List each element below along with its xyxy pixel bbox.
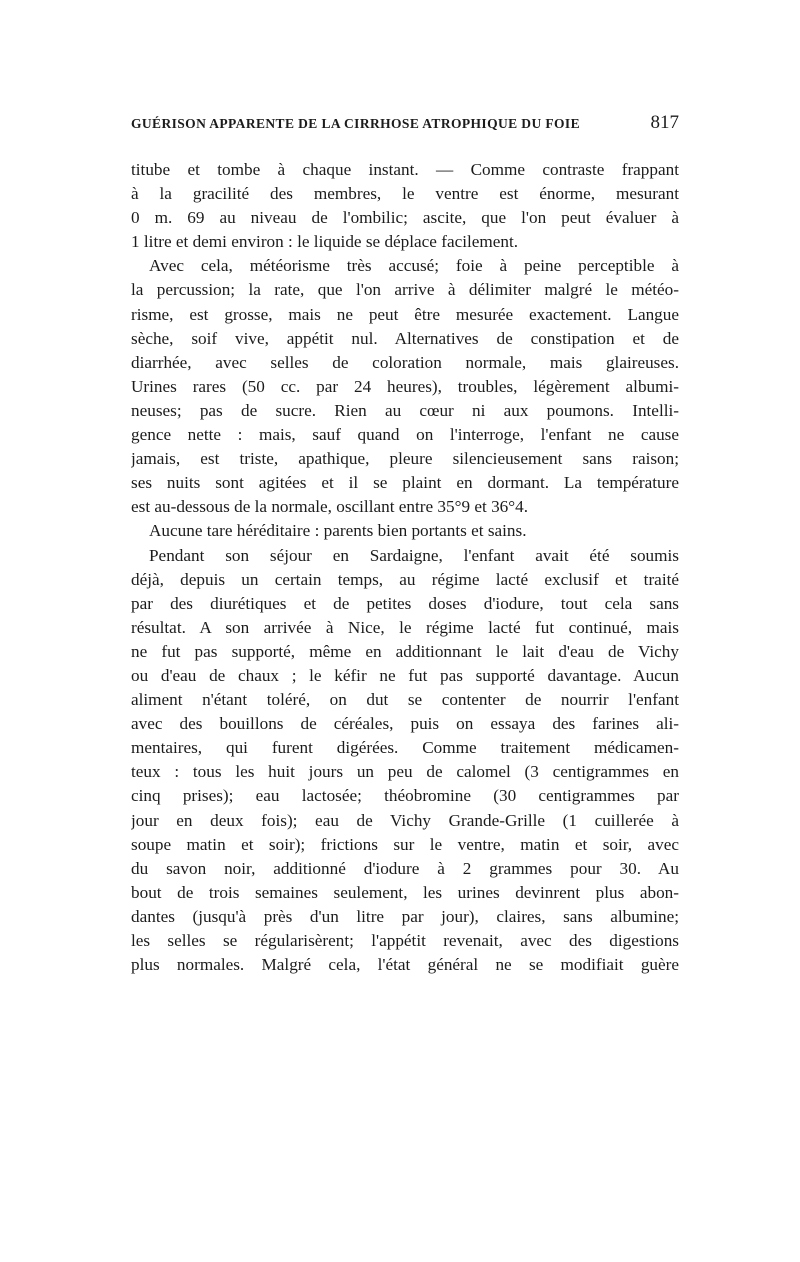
text-line: neuses; pas de sucre. Rien au cœur ni aux poumons. Intelli- [131, 400, 679, 420]
text-line: gence nette : mais, sauf quand on l'interroge, l'enfant ne cause [131, 425, 679, 445]
text-line: cinq prises); eau lactosée; théobromine (30 centigrammes par [131, 786, 679, 806]
text-line: bout de trois semaines seulement, les urines devinrent plus abon- [131, 882, 679, 902]
text-line: dantes (jusqu'à près d'un litre par jour), claires, sans albumine; [131, 906, 679, 926]
text-line: risme, est grosse, mais ne peut être mesurée exactement. Langue [131, 304, 679, 324]
text-line: plus normales. Malgré cela, l'état général ne se modifiait guère [131, 955, 679, 975]
paragraph [131, 254, 679, 519]
text-line: soupe matin et soir); frictions sur le ventre, matin et soir, avec [131, 834, 679, 854]
text-line: résultat. A son arrivée à Nice, le régime lacté fut continué, mais [131, 617, 679, 637]
text-line: Avec cela, météorisme très accusé; foie à peine perceptible à [149, 256, 679, 276]
text-line: Urines rares (50 cc. par 24 heures), troubles, légèrement albumi- [131, 376, 679, 396]
text-line: Pendant son séjour en Sardaigne, l'enfant avait été soumis [149, 545, 679, 565]
running-header [131, 112, 679, 148]
text-line: déjà, depuis un certain temps, au régime lacté exclusif et traité [131, 569, 679, 589]
text-line: du savon noir, additionné d'iodure à 2 grammes pour 30. Au [131, 858, 679, 878]
paragraph [131, 544, 679, 978]
book-page [131, 112, 679, 977]
body-text [131, 158, 679, 977]
text-line: diarrhée, avec selles de coloration normale, mais glaireuses. [131, 352, 679, 372]
text-line: la percussion; la rate, que l'on arrive à délimiter malgré le météo- [131, 280, 679, 300]
text-line: jamais, est triste, apathique, pleure silencieusement sans raison; [131, 449, 679, 469]
text-line: sèche, soif vive, appétit nul. Alternatives de constipation et de [131, 328, 679, 348]
text-line: mentaires, qui furent digérées. Comme traitement médicamen- [131, 738, 679, 758]
text-line: ou d'eau de chaux ; le kéfir ne fut pas supporté davantage. Aucun [131, 665, 679, 685]
running-title: GUÉRISON APPARENTE DE LA CIRRHOSE ATROPHIQUE DU FOIE [131, 116, 580, 131]
text-line: 0 m. 69 au niveau de l'ombilic; ascite, que l'on peut évaluer à [131, 208, 679, 228]
text-line: à la gracilité des membres, le ventre est énorme, mesurant [131, 184, 679, 204]
text-line: est au-dessous de la normale, oscillant entre 35°9 et 36°4. [131, 497, 529, 517]
text-line: Aucune tare héréditaire : parents bien portants et sains. [149, 521, 527, 541]
text-line: jour en deux fois); eau de Vichy Grande-Grille (1 cuillerée à [131, 810, 679, 830]
text-line: par des diurétiques et de petites doses d'iodure, tout cela sans [131, 593, 679, 613]
text-line: ne fut pas supporté, même en additionnant le lait d'eau de Vichy [131, 641, 679, 661]
page-number: 817 [650, 112, 679, 133]
text-line: avec des bouillons de céréales, puis on essaya des farines ali- [131, 714, 679, 734]
text-line: les selles se régularisèrent; l'appétit revenait, avec des digestions [131, 931, 679, 950]
text-line: ses nuits sont agitées et il se plaint en dormant. La température [131, 473, 679, 493]
text-line: 1 litre et demi environ : le liquide se déplace facilement. [131, 232, 519, 252]
paragraph [131, 519, 679, 543]
text-line: teux : tous les huit jours un peu de calomel (3 centigrammes en [131, 762, 679, 782]
text-line: aliment n'étant toléré, on dut se contenter de nourrir l'enfant [131, 690, 679, 710]
paragraph [131, 158, 679, 254]
text-line: titube et tombe à chaque instant. — Comme contraste frappant [131, 160, 679, 179]
